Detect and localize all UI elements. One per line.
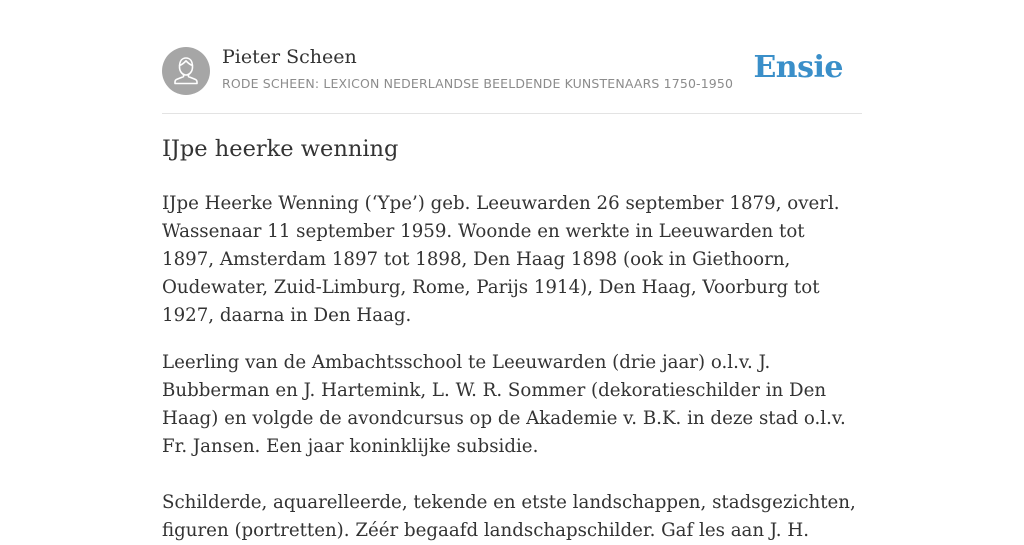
source-label[interactable]: RODE SCHEEN: LEXICON NEDERLANDSE BEELDENDE KUNSTENAARS 1750-1950: [222, 76, 734, 91]
article-body: [162, 190, 862, 545]
user-silhouette-icon: [162, 47, 210, 95]
author-name[interactable]: Pieter Scheen: [222, 46, 357, 68]
article-title: IJpe heerke wenning: [162, 136, 399, 162]
author-avatar[interactable]: [162, 47, 210, 95]
paragraph-spacer: [162, 461, 862, 489]
article-paragraph: Schilderde, aquarelleerde, tekende en etste landschappen, stadsgezichten, figuren (portretten). Zéér begaafd landschapschilder. Gaf les aan J. H.: [162, 492, 856, 541]
ensie-logo[interactable]: Ensie: [753, 50, 843, 85]
article-paragraph: IJpe Heerke Wenning (‘Ype’) geb. Leeuwarden 26 september 1879, overl. Wassenaar 11 september 1959. Woonde en werkte in Leeuwarden tot 1897, Amsterdam 1897 tot 1898, Den Haag 1898 (ook in Giethoorn, Oudewater, Zuid-Limburg, Rome, Parijs 1914), Den Haag, Voorburg tot 1927, daarna in Den Haag.: [162, 193, 840, 326]
article-paragraph: Leerling van de Ambachtsschool te Leeuwarden (drie jaar) o.l.v. J. Bubberman en J. Hartemink, L. W. R. Sommer (dekoratieschilder in Den Haag) en volgde de avondcursus op de Akademie v. B.K. in deze stad o.l.v. Fr. Jansen. Een jaar koninklijke subsidie.: [162, 352, 846, 457]
page-header: [162, 46, 862, 96]
header-divider: [162, 113, 862, 114]
